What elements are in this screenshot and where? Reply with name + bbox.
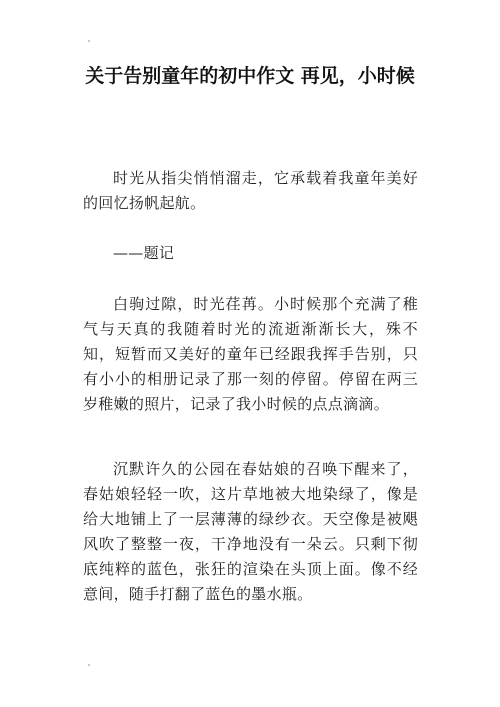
document-title: 关于告别童年的初中作文 再见，小时候 <box>85 65 415 87</box>
page-marker <box>88 664 90 666</box>
paragraph-park: 沉默许久的公园在春姑娘的召唤下醒来了，春姑娘轻轻一吹，这片草地被大地染绿了，像是给大地铺上了一层薄薄的绿纱衣。天空像是被飓风吹了整整一夜，干净地没有一朵云。只剩下彻底纯粹的蓝色，张狂的渲染在头顶上面。像不经意间，随手打翻了蓝色的墨水瓶。 <box>83 460 418 603</box>
paragraph-epigraph: ——题记 <box>113 244 175 262</box>
page-marker <box>88 40 90 42</box>
paragraph-childhood: 白驹过隙，时光荏苒。小时候那个充满了稚气与天真的我随着时光的流逝渐渐长大，殊不知，短暂而又美好的童年已经跟我挥手告别，只有小小的相册记录了那一刻的停留。停留在两三岁稚嫩的照片，记录了我小时候的点点滴滴。 <box>83 295 418 413</box>
paragraph-intro: 时光从指尖悄悄溜走，它承载着我童年美好的回忆扬帆起航。 <box>83 169 418 212</box>
